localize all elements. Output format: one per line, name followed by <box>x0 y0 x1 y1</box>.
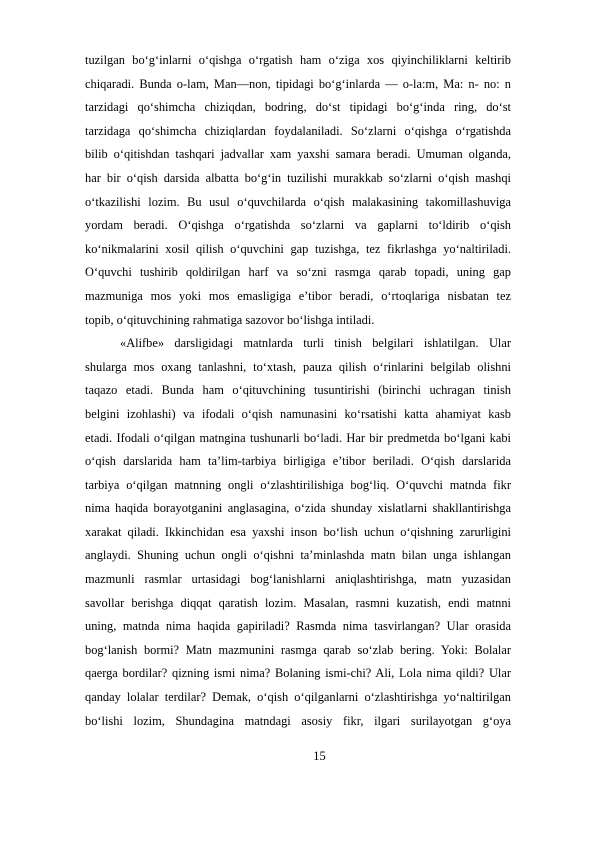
text-line: taqazo etadi. Bunda ham o‘qituvchining tusuntirishi (birinchi uchragan tinish <box>85 383 511 398</box>
text-line: bog‘lanish bormi? Matn mazmunini rasmga qarab so‘zlab bering. Yoki: Bolalar <box>85 642 511 657</box>
text-line: «Alifbe» darsligidagi matnlarda turli tinish belgilari ishlatilgan. Ular <box>120 336 511 351</box>
text-line: tuzilgan bo‘g‘inlarni o‘qishga o‘rgatish ham o‘ziga xos qiyinchiliklarni keltirib <box>85 53 511 67</box>
text-line: bo‘lishi lozim, Shundagina matndagi asosiy fikr, ilgari surilayotgan g‘oya <box>85 713 511 728</box>
text-line: uning, matnda nima haqida gapiriladi? Rasmda nima tasvirlangan? Ular orasida <box>85 619 511 634</box>
text-line: anglaydi. Shuning uchun ongli o‘qishni ta’minlashda matn bilan unga ishlangan <box>85 548 511 563</box>
text-line: o‘qish darslarida ham ta’lim-tarbiya birligiga e’tibor beriladi. O‘qish darslarida <box>85 454 511 469</box>
text-line: tarzidaga qo‘shimcha chiziqlardan foydalaniladi. So‘zlarni o‘qishga o‘rgatishda <box>85 123 511 138</box>
text-line: mazmuniga mos yoki mos emasligiga e’tibor beradi, o‘rtoqlariga nisbatan tez <box>85 288 511 303</box>
text-line: tarzidagi qo‘shimcha chiziqdan, bodring, do‘st tipidagi bo‘g‘inda ring, do‘st <box>85 100 511 115</box>
text-line: qaerga bordilar? qizning ismi nima? Bolaning ismi-chi? Ali, Lola nima qildi? Ular <box>85 666 511 681</box>
text-line: O‘quvchi tushirib qoldirilgan harf va so‘zni rasmga qarab topadi, uning gap <box>85 265 511 280</box>
text-line: chiqaradi. Bunda o-lam, Man—non, tipidagi bo‘g‘inlarda — o-la:m, Ma: n- no: n <box>85 76 511 91</box>
text-line: savollar berishga diqqat qaratish lozim. Masalan, rasmni kuzatish, endi matnni <box>85 595 511 610</box>
text-line: xarakat qiladi. Ikkinchidan esa yaxshi inson bo‘lish uchun o‘qishning zarurligini <box>85 524 511 539</box>
paragraph <box>85 49 511 332</box>
text-line: shularga mos oxang tanlashni, to‘xtash, pauza qilish o‘rinlarini belgilab olishni <box>85 359 511 374</box>
text-line: belgini izohlashi) va ifodali o‘qish namunasini ko‘rsatishi katta ahamiyat kasb <box>85 406 511 421</box>
paragraph <box>85 332 511 733</box>
body-text <box>85 49 511 733</box>
text-line: ko‘nikmalarini xosil qilish o‘quvchini gap tuzishga, tez fikrlashga yo‘naltiriladi. <box>85 241 511 256</box>
text-line: qanday lolalar terdilar? Demak, o‘qish o‘qilganlarni o‘zlashtirishga yo‘naltirilgan <box>85 690 511 705</box>
text-line: o‘tkazilishi lozim. Bu usul o‘quvchilarda o‘qish malakasining takomillashuviga <box>85 194 511 209</box>
page-number: 15 <box>313 749 326 763</box>
text-line: har bir o‘qish darsida albatta bo‘g‘in tuzilishi murakkab so‘zlarni o‘qish mashqi <box>85 170 511 185</box>
text-line: nima haqida borayotganini anglasagina, o‘zida shunday xislatlarni shakllantirishga <box>85 501 511 516</box>
text-line: yordam beradi. O‘qishga o‘rgatishda so‘zlarni va gaplarni to‘ldirib o‘qish <box>85 218 511 233</box>
text-line: etadi. Ifodali o‘qilgan matngina tushunarli bo‘ladi. Har bir predmetda bo‘lgani kabi <box>85 430 511 445</box>
text-line: topib, o‘qituvchining rahmatiga sazovor bo‘lishga intiladi. <box>85 312 375 327</box>
text-line: mazmunli rasmlar urtasidagi bog‘lanishlarni aniqlashtirishga, matn yuzasidan <box>85 572 511 587</box>
text-line: bilib o‘qitishdan tashqari jadvallar xam yaxshi samara beradi. Umuman olganda, <box>85 147 511 162</box>
text-line: tarbiya o‘qilgan matnning ongli o‘zlashtirilishiga bog‘liq. O‘quvchi matnda fikr <box>85 477 511 492</box>
